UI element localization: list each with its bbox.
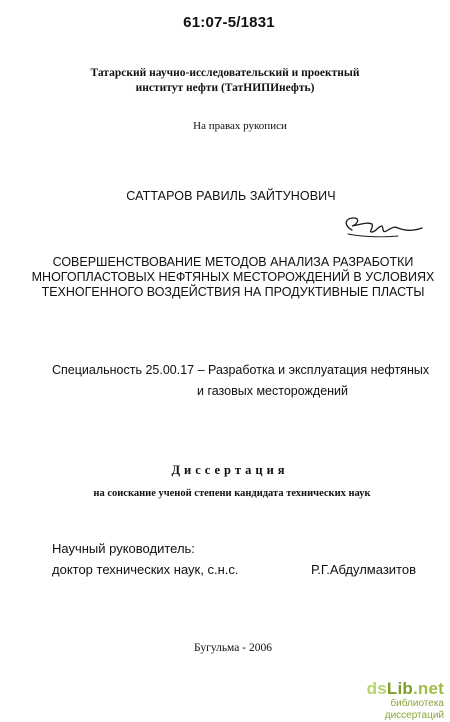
dslib-logo[interactable] (334, 680, 444, 698)
catalog-code: 61:07-5/1831 (183, 14, 275, 31)
title-line-1: СОВЕРШЕНСТВОВАНИЕ МЕТОДОВ АНАЛИЗА РАЗРАБОТКИ (52, 255, 414, 269)
logo-part-lib: Lib (386, 679, 413, 698)
institute-name (0, 66, 450, 96)
author-signature (338, 212, 424, 242)
manuscript-rights-note: На правах рукописи (193, 120, 287, 132)
dissertation-heading: Диссертация (171, 463, 289, 477)
dissertation-title (0, 255, 450, 300)
title-line-2: МНОГОПЛАСТОВЫХ НЕФТЯНЫХ МЕСТОРОЖДЕНИЙ В УСЛОВИЯХ (31, 270, 435, 284)
dslib-subtitle: библиотека диссертаций (384, 698, 444, 721)
dslib-watermark[interactable] (334, 680, 444, 722)
city-year: Бугульма - 2006 (194, 642, 272, 654)
advisor-degree: доктор технических наук, с.н.с. (52, 562, 239, 577)
logo-part-ds: ds (366, 679, 387, 698)
degree-line: на соискание ученой степени кандидата технических наук (93, 488, 371, 499)
advisor-name: Р.Г.Абдулмазитов (311, 562, 416, 577)
institute-line-2: институт нефти (ТатНИПИнефть) (135, 82, 315, 94)
specialty (52, 360, 442, 402)
logo-part-net: .net (412, 679, 444, 698)
specialty-line-1: Специальность 25.00.17 – Разработка и эксплуатация нефтяных (52, 363, 430, 377)
author-name: САТТАРОВ РАВИЛЬ ЗАЙТУНОВИЧ (126, 189, 336, 203)
institute-line-1: Татарский научно-исследовательский и проектный (90, 67, 360, 79)
title-line-3: ТЕХНОГЕННОГО ВОЗДЕЙСТВИЯ НА ПРОДУКТИВНЫЕ ПЛАСТЫ (41, 285, 425, 299)
advisor-label: Научный руководитель: (52, 541, 195, 556)
specialty-line-2: и газовых месторождений (197, 384, 349, 398)
